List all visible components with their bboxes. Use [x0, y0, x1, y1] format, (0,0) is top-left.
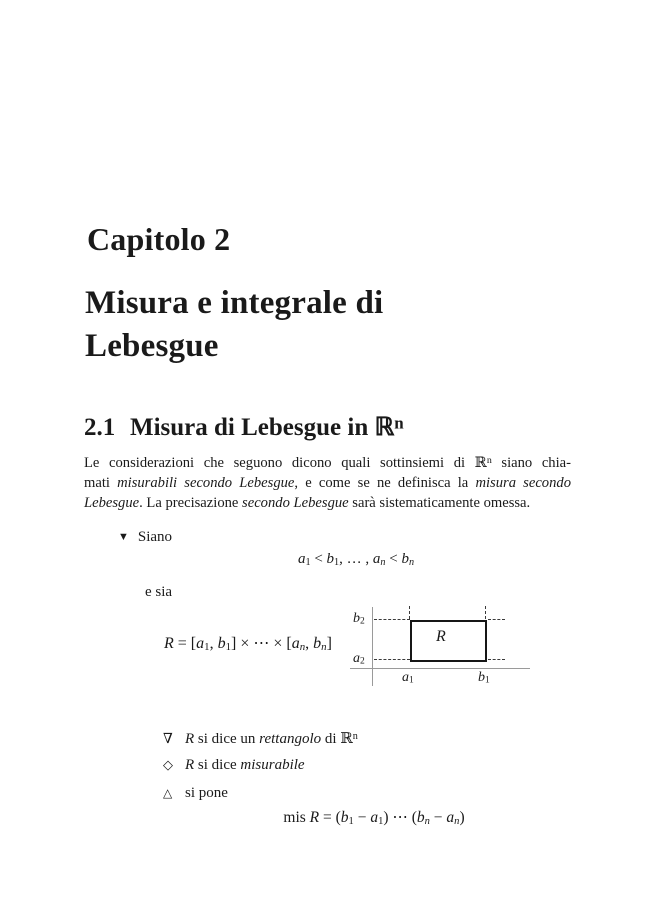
- list-item-si-pone-text: si pone: [185, 785, 228, 801]
- dashed-line-a2-left: [374, 659, 410, 660]
- dashed-line-a1-top: [409, 606, 410, 619]
- dashed-line-b2-left: [374, 619, 410, 620]
- section-title: Misura di Lebesgue in ℝ$^n$: [130, 413, 404, 441]
- chapter-title-line-1: Misura e integrale di: [85, 285, 384, 321]
- list-item-misurabile-text: R si dice misurabile: [185, 757, 305, 773]
- figure-label-a2: a2: [353, 651, 365, 667]
- siano-item: [118, 529, 172, 546]
- triangle-up-icon: △: [163, 786, 173, 800]
- figure-label-R: R: [436, 628, 446, 645]
- section-number: 2.1: [84, 414, 116, 441]
- filled-triangle-down-icon: ▼: [118, 531, 129, 543]
- siano-label: Siano: [137, 529, 173, 545]
- formula-rectangle-product: R = [a1, b1] × ⋯ × [an, bn]: [164, 635, 332, 653]
- list-item-misurabile: [163, 757, 305, 774]
- rectangle-figure: [350, 604, 532, 692]
- nabla-triangle-icon: ∇: [163, 732, 173, 747]
- diamond-icon: ◇: [163, 757, 173, 772]
- e-sia-label: e sia: [145, 584, 173, 600]
- figure-label-b2: b2: [353, 611, 365, 627]
- paragraph-line-2: mati misurabili secondo Lebesgue, e come se ne definisca la misura secondo: [84, 475, 571, 492]
- dashed-line-b1-top: [485, 606, 486, 619]
- chapter-title-line-2: Lebesgue: [85, 328, 219, 364]
- list-item-rettangolo: [163, 729, 358, 748]
- formula-measure: mis R = (b1 − a1) ⋯ (bn − an): [283, 809, 465, 827]
- section-heading: [84, 412, 404, 442]
- dashed-line-b2-right: [488, 619, 505, 620]
- formula-inequalities: a1 < b1, … , an < bn: [297, 551, 415, 568]
- figure-x-axis: [350, 668, 530, 669]
- list-item-si-pone: [163, 785, 228, 802]
- figure-y-axis: [372, 607, 373, 686]
- chapter-label: Capitolo 2: [87, 221, 231, 257]
- figure-label-a1: a1: [402, 670, 414, 686]
- figure-rectangle: [410, 620, 487, 662]
- figure-label-b1: b1: [478, 670, 490, 686]
- intro-paragraph: [84, 451, 571, 514]
- paragraph-line-3: Lebesgue. La precisazione secondo Lebesgue sarà sistematicamente omessa.: [84, 495, 531, 512]
- list-item-rettangolo-text: R si dice un rettangolo di ℝ$^n$: [185, 731, 358, 747]
- chapter-title: [85, 282, 383, 368]
- dashed-line-a2-right: [488, 659, 505, 660]
- paragraph-line-1: Le considerazioni che seguono dicono quali sottinsiemi di ℝ$^n$ siano chia-: [84, 454, 571, 471]
